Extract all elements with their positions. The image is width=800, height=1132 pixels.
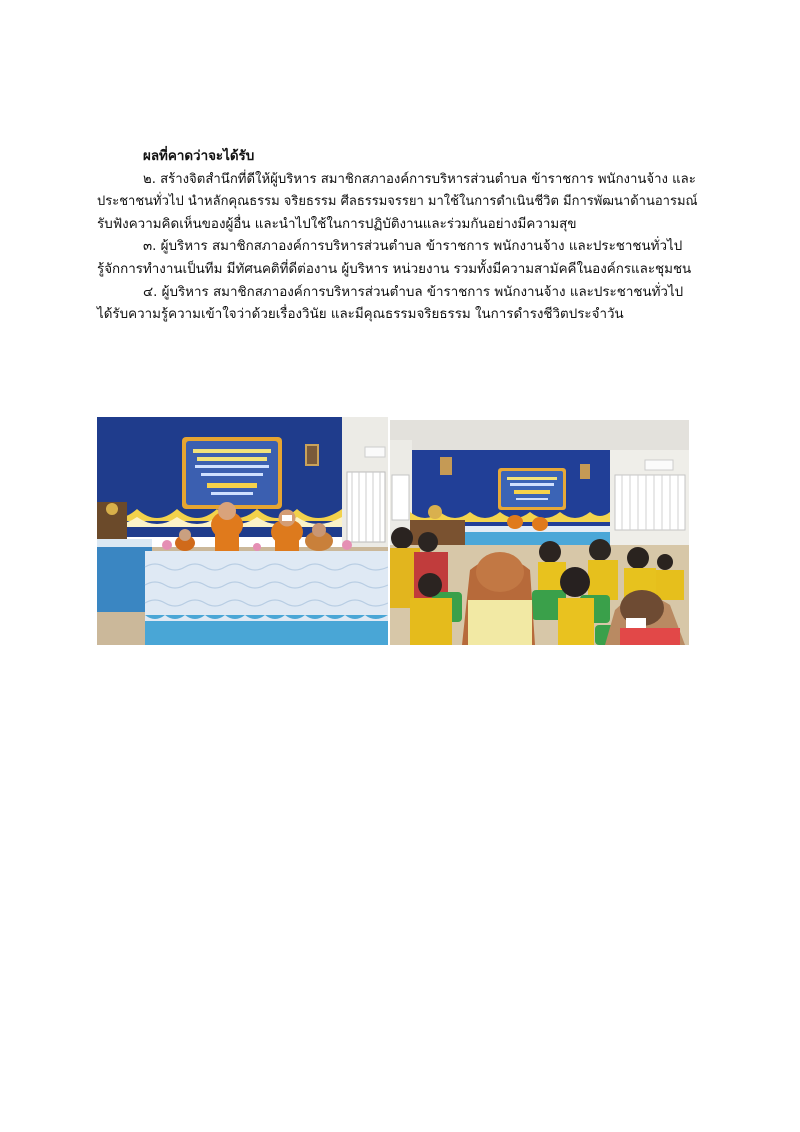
section-heading: ผลที่คาดว่าจะได้รับ (143, 149, 255, 164)
paragraph-line: ๓. ผู้บริหาร สมาชิกสภาองค์การบริหารส่วนตำบล ข้าราชการ พนักงานจ้าง และประชาชนทั่วไป (143, 239, 683, 255)
photo-left-illustration (97, 417, 388, 645)
paragraph-line: ๔. ผู้บริหาร สมาชิกสภาองค์การบริหารส่วนตำบล ข้าราชการ พนักงานจ้าง และประชาชนทั่วไป (143, 284, 684, 300)
photo-strip (97, 417, 689, 645)
paragraph-3 (97, 236, 703, 281)
paragraph-line: ได้รับความรู้ความเข้าใจว่าด้วยเรื่องวินัย และมีคุณธรรมจริยธรรม ในการดำรงชีวิตประจำวัน (97, 307, 624, 323)
photo-audience (390, 420, 689, 645)
paragraph-line: รับฟังความคิดเห็นของผู้อื่น และนำไปใช้ในการปฏิบัติงานและร่วมกันอย่างมีความสุข (97, 216, 577, 232)
paragraph-4 (97, 282, 703, 327)
photo-monks-head-table (97, 417, 388, 645)
paragraph-2 (97, 169, 703, 237)
paragraph-line: ๒. สร้างจิตสำนึกที่ดีให้ผู้บริหาร สมาชิกสภาองค์การบริหารส่วนตำบล ข้าราชการ พนักงานจ้าง และ (143, 171, 696, 187)
photo-right-illustration (390, 420, 689, 645)
paragraph-line: ประชาชนทั่วไป นำหลักคุณธรรม จริยธรรม ศีลธรรมจรรยา มาใช้ในการดำเนินชีวิต มีการพัฒนาด้านอารมณ์ (97, 194, 698, 210)
paragraph-line: รู้จักการทำงานเป็นทีม มีทัศนคติที่ดีต่องาน ผู้บริหาร หน่วยงาน รวมทั้งมีความสามัคคีในองค์กรและชุมชน (97, 261, 692, 277)
text-content (97, 146, 703, 327)
